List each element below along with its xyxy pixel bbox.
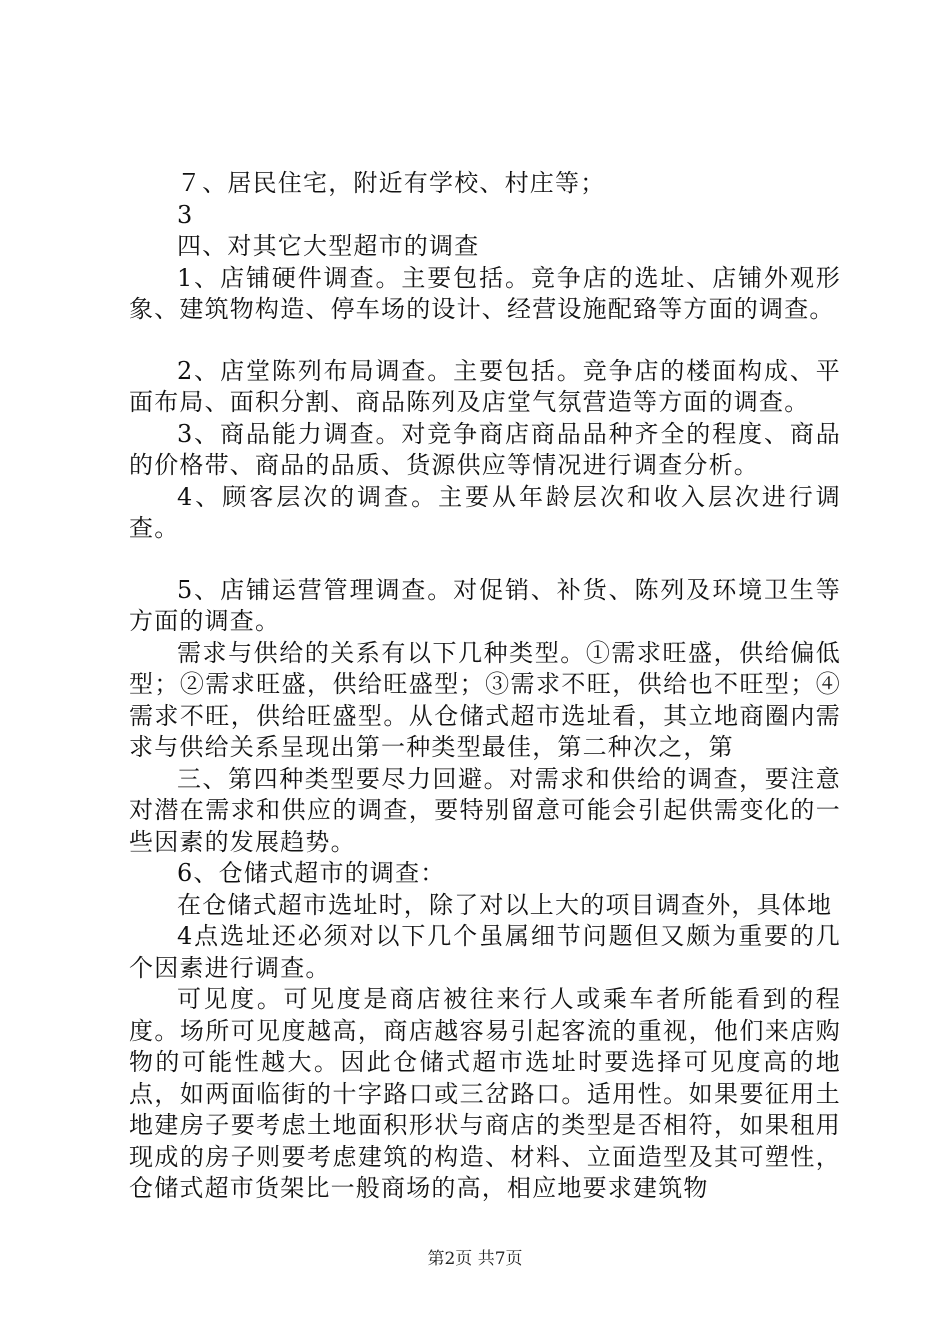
- section-heading-competitor-survey: 四、对其它大型超市的调查: [177, 232, 480, 260]
- paragraph-store-hardware: 1、店铺硬件调查。主要包括。竞争店的选址、店铺外观形象、建筑物构造、停车场的设计、经营设施配臵等方面的调查。: [129, 263, 841, 323]
- paragraph-customer-level: 4、顾客层次的调查。主要从年龄层次和收入层次进行调查。: [129, 482, 841, 542]
- paragraph-supply-demand-cont: 三、第四种类型要尽力回避。对需求和供给的调查，要注意对潜在需求和供应的调查，要特别留意可能会引起供需变化的一些因素的发展趋势。: [129, 764, 841, 856]
- paragraph-page-marker-3: 3: [177, 200, 194, 229]
- paragraph-supply-demand: 需求与供给的关系有以下几种类型。①需求旺盛，供给偏低型；②需求旺盛，供给旺盛型；③需求不旺，供给也不旺型；④需求不旺，供给旺盛型。从仓储式超市选址看，其立地商圈内需求与供给关系呈现出第一种类型最佳，第二种次之，第: [129, 638, 841, 761]
- paragraph-visibility: 可见度。可见度是商店被往来行人或乘车者所能看到的程度。场所可见度越高，商店越容易引起客流的重视，他们来店购物的可能性越大。因此仓储式超市选址时要选择可见度高的地点，如两面临街的十字路口或三岔路口。适用性。如果要征用土地建房子要考虑土地面积形状与商店的类型是否相符，如果租用现成的房子则要考虑建筑的构造、材料、立面造型及其可塑性，仓储式超市货架比一般商场的高，相应地要求建筑物: [129, 985, 841, 1202]
- paragraph-merchandise: 3、商品能力调查。对竞争商店商品品种齐全的程度、商品的价格带、商品的品质、货源供应等情况进行调查分析。: [129, 419, 841, 479]
- paragraph-warehouse-survey: 6、仓储式超市的调查：: [177, 859, 446, 887]
- paragraph-site-selection: 在仓储式超市选址时，除了对以上大的项目调查外，具体地: [177, 890, 833, 919]
- paragraph-detail-factors: 4点选址还必须对以下几个虽属细节问题但又颇为重要的几个因素进行调查。: [129, 922, 841, 982]
- paragraph-operations: 5、店铺运营管理调查。对促销、补货、陈列及环境卫生等方面的调查。: [129, 575, 841, 635]
- paragraph-residential: ７、居民住宅，附近有学校、村庄等；: [177, 169, 606, 197]
- page-footer: 第2页 共7页: [427, 1249, 523, 1269]
- paragraph-store-layout: 2、店堂陈列布局调查。主要包括。竞争店的楼面构成、平面布局、面积分割、商品陈列及店堂气氛营造等方面的调查。: [129, 356, 841, 416]
- document-body: [129, 168, 841, 1205]
